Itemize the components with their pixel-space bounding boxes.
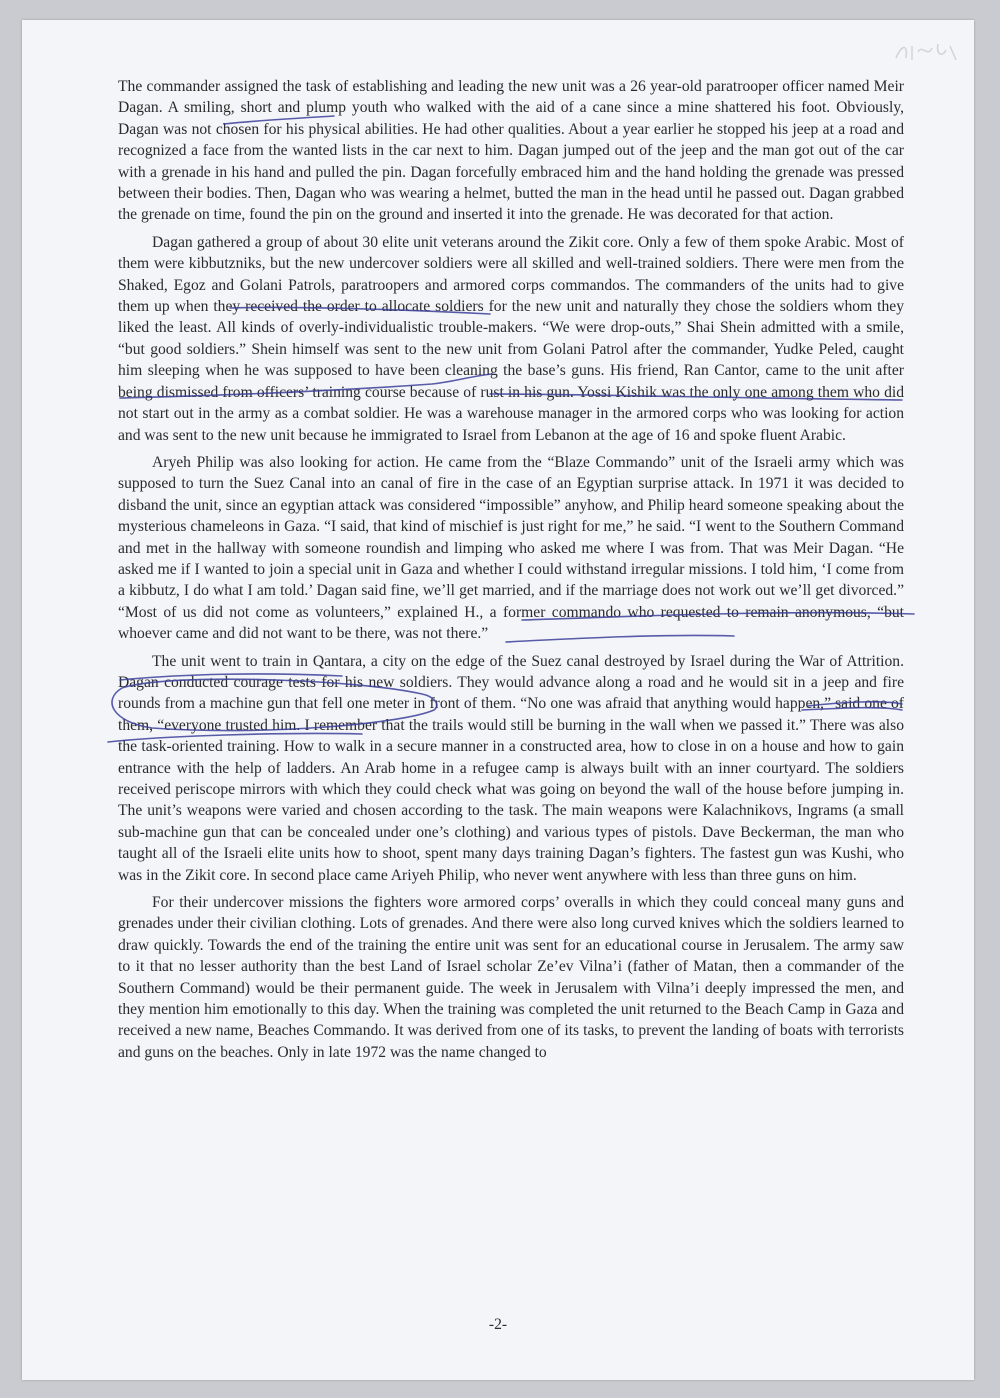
document-body <box>118 76 904 1069</box>
page-number: -2- <box>488 1316 508 1333</box>
document-page <box>22 20 974 1380</box>
handwritten-scrawl-icon <box>892 38 962 66</box>
paragraph-5: For their undercover missions the fighters wore armored corps’ overalls in which they could conceal many guns and grenades under their civilian clothing. Lots of grenades. And there were also long curved knives which the soldiers learned to draw quickly. Towards the end of the training the entire unit was sent for an educational course in Jerusalem. The army saw to it that no lesser authority than the best Land of Israel scholar Ze’ev Vilna’i (father of Matan, then a commander of the Southern Command) would be their permanent guide. The week in Jerusalem with Vilna’i deeply impressed the men, and they mention him emotionally to this day. When the training was completed the unit returned to the Beach Camp in Gaza and received a new name, Beaches Commando. It was derived from one of its tasks, to prevent the landing of boats with terrorists and guns on the beaches. Only in late 1972 was the name changed to <box>118 894 904 1061</box>
paragraph-1: The commander assigned the task of establishing and leading the new unit was a 26 year-old paratrooper officer named Meir Dagan. A smiling, short and plump youth who walked with the aid of a cane since a mine shattered his foot. Obviously, Dagan was not chosen for his physical abilities. He had other qualities. About a year earlier he stopped his jeep at a road and recognized a face from the wanted lists in the car next to him. Dagan jumped out of the jeep and the man got out of the car with a grenade in his hand and pulled the pin. Dagan forcefully embraced him and the hand holding the grenade was pressed between their bodies. Then, Dagan who was wearing a helmet, butted the man in the head until he passed out. Dagan grabbed the grenade on time, found the pin on the ground and inserted it into the grenade. He was decorated for that action. <box>118 78 904 224</box>
paragraph-4: The unit went to train in Qantara, a city on the edge of the Suez canal destroyed by Israel during the War of Attrition. Dagan conducted courage tests for his new soldiers. They would advance along a road and he would sit in a jeep and fire rounds from a machine gun that fell one meter in front of them. “No one was afraid that anything would happen,” said one of them, “everyone trusted him. I remember that the trails would still be burning in the wall when we passed it.” There was also the task-oriented training. How to walk in a secure manner in a constructed area, how to close in on a house and how to gain entrance with the help of ladders. An Arab home in a refugee camp is always built with an inner courtyard. The soldiers received periscope mirrors with which they could check what was going on beyond the wall of the house before jumping in. The unit’s weapons were varied and chosen according to the task. The main weapons were Kalachnikovs, Ingrams (a small sub-machine gun that can be concealed under one’s clothing) and various types of pistols. Dave Beckerman, the man who taught all of the Israeli elite units how to shoot, spent many days training Dagan’s fighters. The fastest gun was Kushi, who was in the Zikit core. In second place came Ariyeh Philip, who never went anywhere with less than three guns on him. <box>118 652 904 884</box>
paragraph-2: Dagan gathered a group of about 30 elite unit veterans around the Zikit core. Only a few of them spoke Arabic. Most of them were kibbutzniks, but the new undercover soldiers were all skilled and well-trained soldiers. There were men from the Shaked, Egoz and Golani Patrols, paratroopers and armored corps commandos. The commanders of the units had to give them up when they received the order to allocate soldiers for the new unit and naturally they chose the soldiers whom they liked the least. All kinds of overly-individualistic trouble-makers. “We were drop-outs,” Shai Shein admitted with a smile, “but good soldiers.” Shein himself was sent to the new unit from Golani Patrol after the commander, Yudke Peled, caught him sleeping when he was supposed to have been cleaning the base’s guns. His friend, Ran Cantor, came to the unit after being dismissed from officers’ training course because of rust in his gun. Yossi Kishik was the only one among them who did not start out in the army as a combat soldier. He was a warehouse manager in the armored corps who was looking for action and was sent to the new unit because he immigrated to Israel from Lebanon at the age of 16 and spoke fluent Arabic. <box>118 233 904 444</box>
paragraph-3: Aryeh Philip was also looking for action. He came from the “Blaze Commando” unit of the Israeli army which was supposed to turn the Suez Canal into an canal of fire in the case of an Egyptian surprise attack. In 1971 it was decided to disband the unit, since an egyptian attack was considered “impossible” anyhow, and Philip heard someone speaking about the mysterious chameleons in Gaza. “I said, that kind of mischief is just right for me,” he said. “I went to the Southern Command and met in the hallway with someone roundish and limping who asked me where I was from. That was Meir Dagan. “He asked me if I wanted to join a special unit in Gaza and whether I could withstand irregular missions. I told him, ‘I come from a kibbutz, I do what I am told.’ Dagan said fine, we’ll get married, and if the marriage does not work out we’ll get divorced.” “Most of us did not come as volunteers,” explained H., a former commando who requested to remain anonymous, “but whoever came and did not want to be there, was not there.” <box>118 453 904 643</box>
